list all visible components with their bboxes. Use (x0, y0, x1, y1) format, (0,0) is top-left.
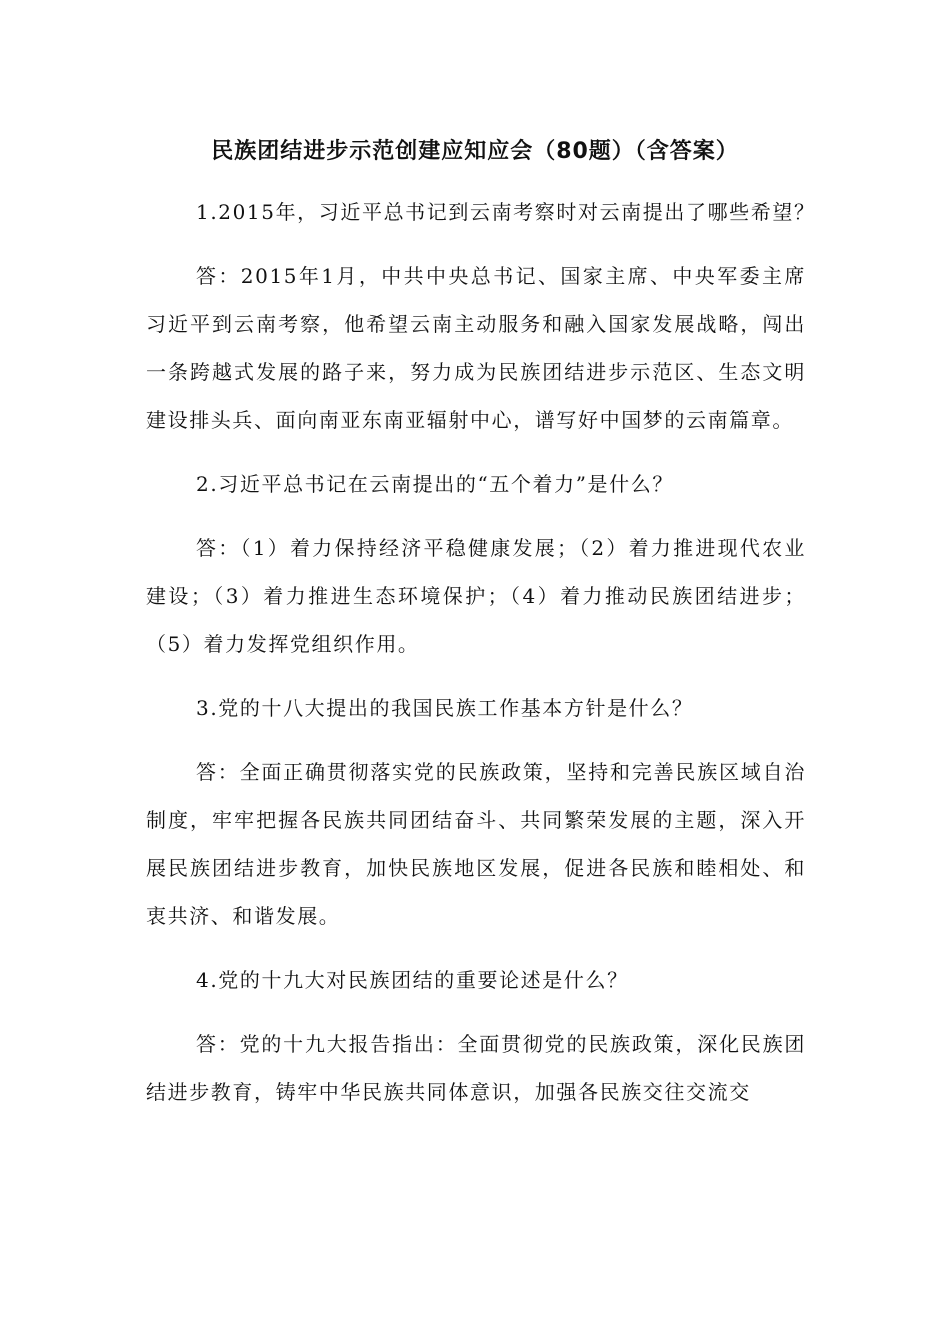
qa-item-1 (146, 188, 816, 444)
answer-4: 答：党的十九大报告指出：全面贯彻党的民族政策，深化民族团结进步教育，铸牢中华民族共同体意识，加强各民族交往交流交 (146, 1032, 806, 1104)
qa-item-2 (146, 460, 806, 668)
qa-item-3 (146, 684, 806, 940)
question-3: 3.党的十八大提出的我国民族工作基本方针是什么？ (196, 696, 694, 720)
question-4: 4.党的十九大对民族团结的重要论述是什么？ (196, 968, 629, 992)
answer-2: 答：（1）着力保持经济平稳健康发展；（2）着力推进现代农业建设；（3）着力推进生态环境保护；（4）着力推动民族团结进步；（5）着力发挥党组织作用。 (146, 536, 806, 656)
document-body (146, 172, 816, 1116)
question-1: 1.2015年，习近平总书记到云南考察时对云南提出了哪些希望？ (196, 200, 816, 224)
qa-item-4 (146, 956, 806, 1116)
answer-1: 答：2015年1月，中共中央总书记、国家主席、中央军委主席习近平到云南考察，他希望云南主动服务和融入国家发展战略，闯出一条跨越式发展的路子来，努力成为民族团结进步示范区、生态文明建设排头兵、面向南亚东南亚辐射中心，谱写好中国梦的云南篇章。 (146, 264, 806, 432)
document-title: 民族团结进步示范创建应知应会（80题）（含答案） (211, 139, 739, 164)
answer-3: 答：全面正确贯彻落实党的民族政策，坚持和完善民族区域自治制度，牢牢把握各民族共同团结奋斗、共同繁荣发展的主题，深入开展民族团结进步教育，加快民族地区发展，促进各民族和睦相处、和衷共济、和谐发展。 (146, 760, 806, 928)
question-2: 2.习近平总书记在云南提出的“五个着力”是什么？ (196, 472, 674, 496)
